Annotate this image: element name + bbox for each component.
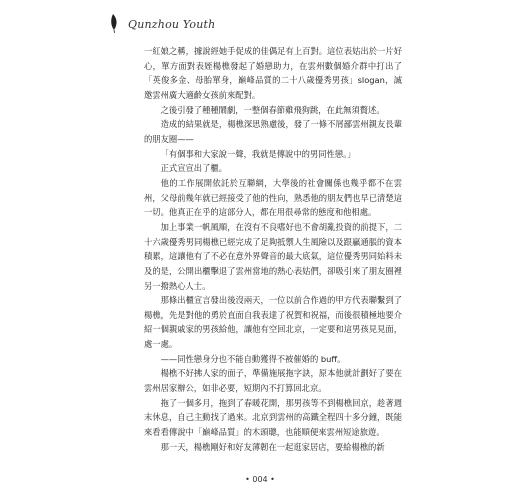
page-number: • 004 •	[245, 475, 275, 484]
paragraph: 那一天，楊樵剛好和好友薄韌在一起逛家居店，要給楊樵的新	[160, 441, 385, 452]
paragraph: 拖了一個多月，拖到了春暖花開，那男孩等不到楊樵回京，趁著週末休息，自己主動找了過來。北京到雲州的高鐵全程四十多分鐘，既能來看看傳說中「巔峰品質」的木頭聰，也能順便來雲州短途旅遊。	[144, 397, 402, 438]
leaf-icon	[108, 12, 122, 34]
header-title: Qunzhou Youth	[128, 18, 216, 31]
paragraph: 正式宣宣出了櫃。	[160, 163, 227, 174]
paragraph: 他的工作展開依託於互聯網，大學後的社會關係也幾乎都不在雲州，父母前幾年就已經接受了他的性向，熟悉他的朋友們也早已清楚這一切。他真正在乎的這部分人，都在用很尋常的態度和他相處。	[144, 177, 402, 218]
paragraph: ——同性戀身分也不能自動獲得不被催婚的 buff。	[160, 353, 346, 364]
paragraph: 造成的結果就是，楊樵深思熟慮後，發了一條不屑鄙雲州親友長輩的朋友圈——	[144, 119, 402, 144]
paragraph: 「有個事和大家說一聲，我就是傳說中的男同性戀。」	[160, 148, 356, 159]
paragraph: 一紅娘之稱，據說經她手促成的佳偶足有上百對。這位表姑出於一片好心，單方面對表姪楊樵發起了婚戀助力，在雲州數個婚介群中打出了「英俊多金、母胎單身，巔峰品質的二十八歲優秀男孩」slogan，誠邀雲州廣大適齡女孩前來配對。	[144, 46, 402, 100]
paragraph: 之後引發了種種鬧劇，一整個春節雞飛狗跳，在此無須贅述。	[160, 104, 385, 115]
body-text	[144, 44, 402, 454]
paragraph: 楊樵不好拂人家的面子，準備施展拖字訣，原本他就計劃好了要在雲州居家辦公，如非必要，短期內不打算回北京。	[144, 368, 402, 394]
paragraph: 加上事業一帆風順，在沒有不良嗜好也不會胡亂投資的前提下，二十六歲優秀男同楊樵已經完成了足夠抵禦人生風險以及跟贏通脹的資本積累，這讓他有了不必在意外界聲音的最大底氣，這位優秀男同始料未及的是，公開出櫃擊退了雲州當地的熱心表姑們，卻吸引來了朋友圈裡另一撥熱心人士。	[144, 221, 402, 291]
paragraph: 那條出櫃宣言發出後沒兩天，一位以前合作過的甲方代表聯繫到了楊樵，先是對他的勇於直面自我表達了祝賀和祝福，而後很積極地要介紹一個親戚家的男孩給他，讓他有空回北京，一定要和這男孩見見面，處一處。	[144, 295, 402, 350]
